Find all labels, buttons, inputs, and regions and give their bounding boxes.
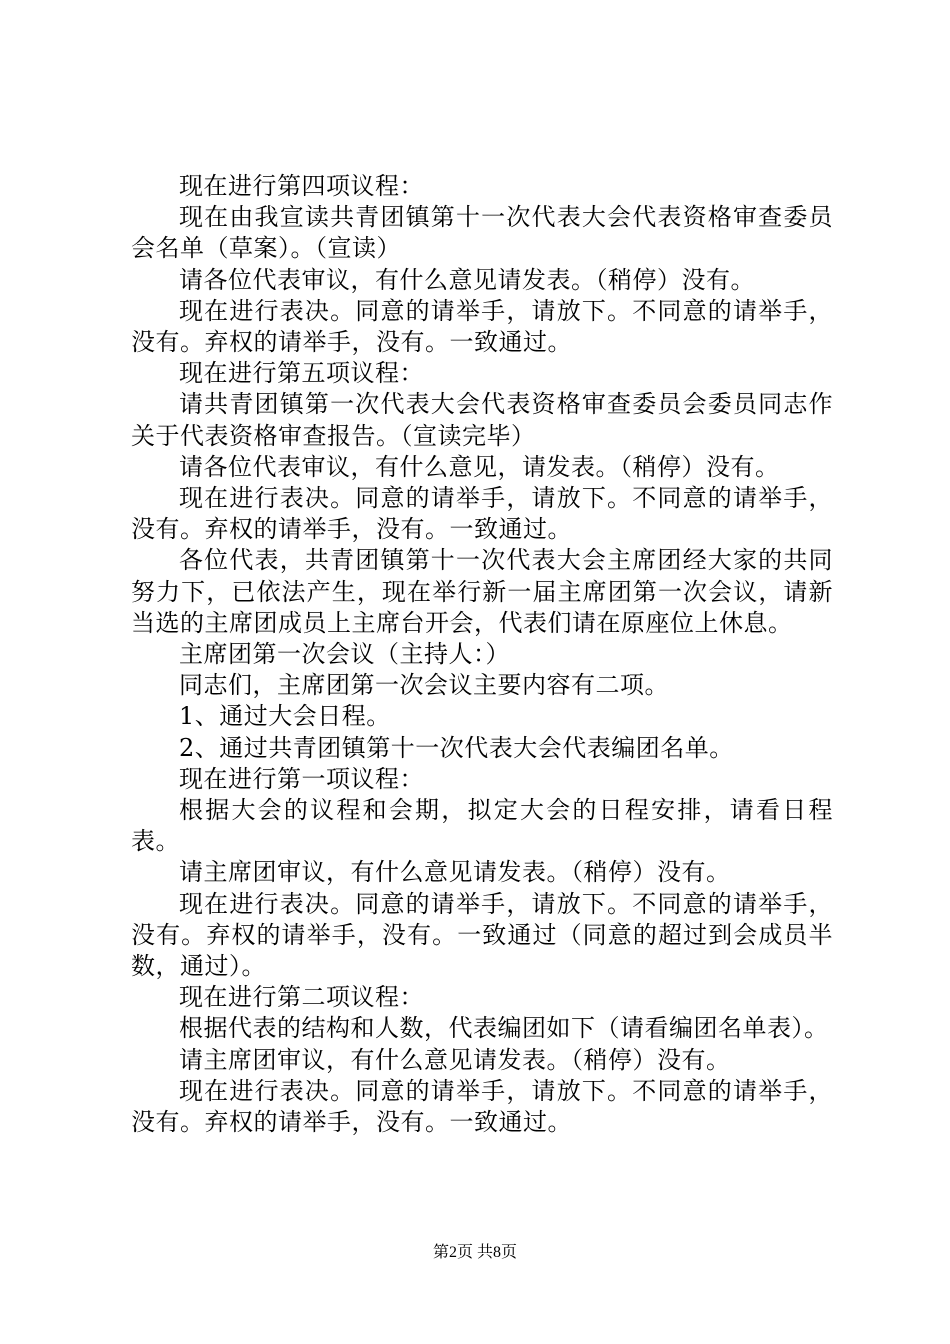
document-body	[131, 171, 833, 1138]
paragraph: 现在进行第一项议程：	[179, 764, 424, 793]
paragraph: 同志们，主席团第一次会议主要内容有二项。	[179, 671, 669, 700]
paragraph: 请各位代表审议，有什么意见请发表。（稍停）没有。	[179, 265, 755, 294]
paragraph: 根据代表的结构和人数，代表编团如下（请看编团名单表）。	[179, 1014, 829, 1043]
paragraph: 现在进行第四项议程：	[179, 172, 424, 200]
paragraph: 现在由我宣读共青团镇第十一次代表大会代表资格审查委员会名单（草案）。（宣读）	[131, 203, 833, 263]
paragraph: 各位代表，共青团镇第十一次代表大会主席团经大家的共同努力下，已依法产生，现在举行新一届主席团第一次会议，请新当选的主席团成员上主席台开会，代表们请在原座位上休息。	[131, 546, 833, 637]
paragraph: 请共青团镇第一次代表大会代表资格审查委员会委员同志作关于代表资格审查报告。（宣读完毕）	[131, 390, 833, 450]
paragraph: 现在进行表决。同意的请举手，请放下。不同意的请举手，没有。弃权的请举手，没有。一致通过。	[131, 296, 833, 357]
paragraph: 现在进行表决。同意的请举手，请放下。不同意的请举手，没有。弃权的请举手，没有。一致通过（同意的超过到会成员半数，通过）。	[131, 889, 833, 981]
paragraph: 1、通过大会日程。	[179, 702, 391, 731]
paragraph: 根据大会的议程和会期，拟定大会的日程安排，请看日程表。	[131, 796, 833, 856]
paragraph: 2、通过共青团镇第十一次代表大会代表编团名单。	[179, 733, 734, 762]
paragraph: 现在进行第五项议程：	[179, 359, 424, 388]
paragraph: 现在进行表决。同意的请举手，请放下。不同意的请举手，没有。弃权的请举手，没有。一致通过。	[131, 484, 833, 544]
page-footer: 第2页 共8页	[432, 1244, 517, 1261]
paragraph: 现在进行表决。同意的请举手，请放下。不同意的请举手，没有。弃权的请举手，没有。一致通过。	[131, 1076, 833, 1137]
paragraph: 请主席团审议，有什么意见请发表。（稍停）没有。	[179, 858, 731, 887]
paragraph: 请主席团审议，有什么意见请发表。（稍停）没有。	[179, 1045, 731, 1074]
paragraph: 现在进行第二项议程：	[179, 983, 424, 1012]
paragraph: 主席团第一次会议（主持人：）	[179, 640, 510, 669]
paragraph: 请各位代表审议，有什么意见，请发表。（稍停）没有。	[179, 452, 780, 481]
